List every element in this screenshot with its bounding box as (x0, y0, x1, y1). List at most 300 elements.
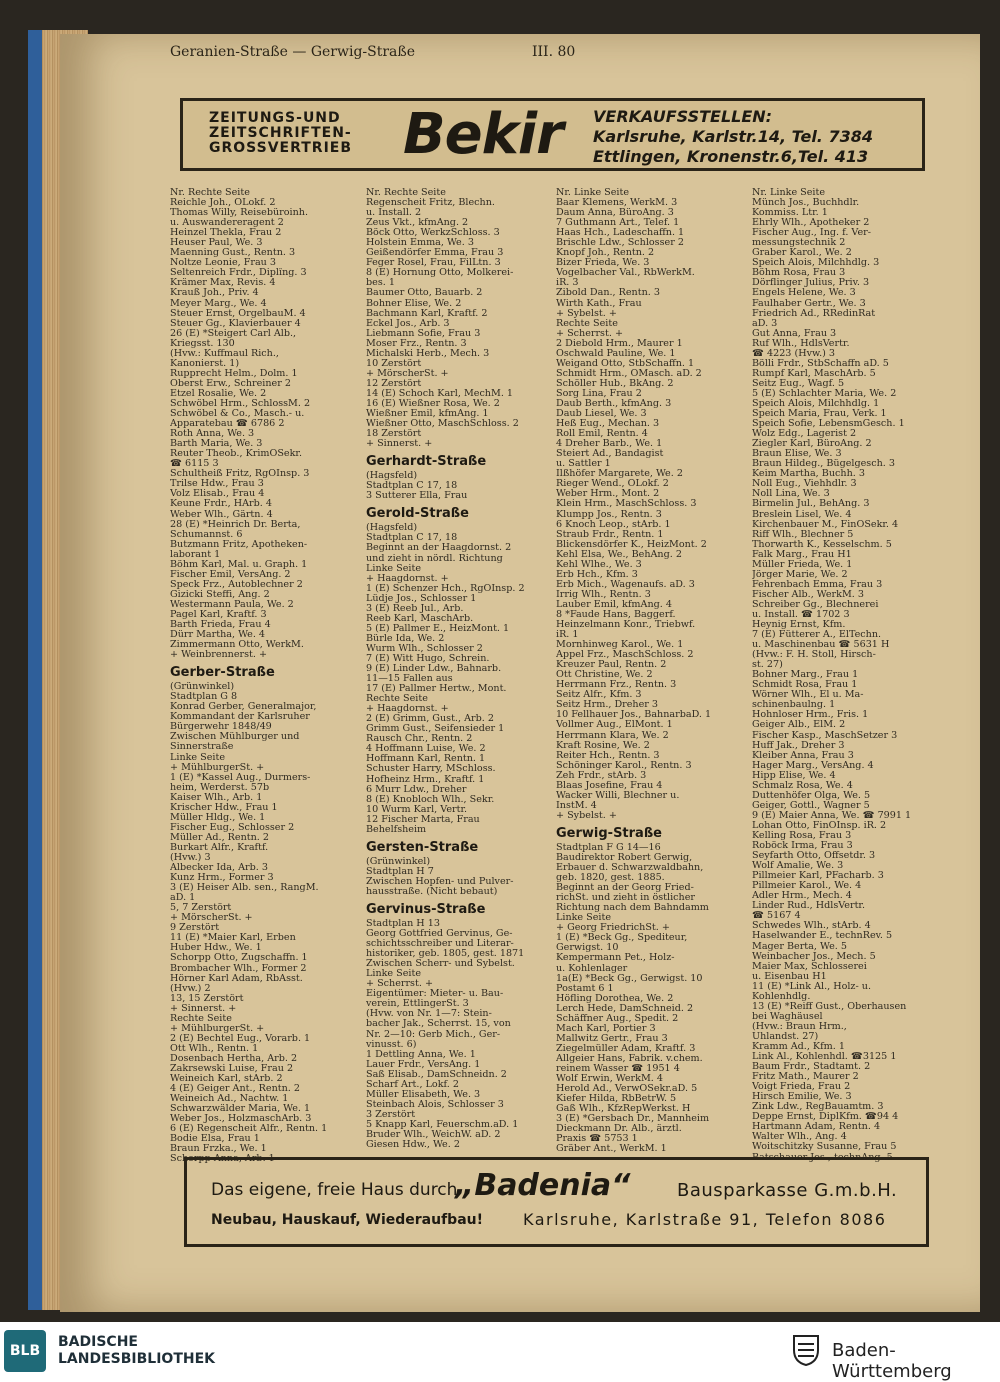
directory-line: Uhlandst. 27) (752, 1031, 819, 1042)
directory-line: Birmelin Jul., BehAng. 3 (752, 499, 870, 510)
directory-line: + Weinbrennerst. + (170, 650, 268, 661)
directory-line: Vogelbacher Val., RbWerkM. (556, 268, 695, 279)
directory-line: + Scherrst. + (366, 979, 433, 990)
directory-line: 4 (E) Geiger Ant., Rentn. 2 (170, 1084, 300, 1095)
directory-line: Seltenreich Frdr., Diplîng. 3 (170, 268, 307, 279)
directory-line: Reuter Theob., KrimOSekr. (170, 449, 302, 460)
directory-line: Moser Frz., Rentn. 3 (366, 338, 467, 349)
directory-line: Heß Eug., Mechan. 3 (556, 419, 660, 430)
directory-line: Allgeier Hans, Fabrik. v.chem. (556, 1053, 703, 1064)
blb-logo[interactable]: BLB (4, 1330, 46, 1372)
directory-line: + Sybelst. + (556, 810, 617, 821)
bekir-advertisement (180, 98, 925, 171)
directory-line: richSt. und zieht in östlicher (556, 893, 695, 904)
header-street-range: Geranien-Straße — Gerwig-Straße (170, 44, 416, 60)
directory-line: Zwischen Mühlburger und (170, 732, 300, 743)
directory-line: Ziegler Karl, BüroAng. 2 (752, 439, 872, 450)
street-heading: Gerwig-Straße (556, 825, 662, 841)
directory-line: Keim Martha, Buchh. 3 (752, 469, 865, 480)
directory-line: Hofheinz Hrm., Kraftf. 1 (366, 774, 485, 785)
directory-line: Fischer Kasp., MaschSetzer 3 (752, 730, 898, 741)
directory-line: Bölli Frdr., StbSchaffn aD. 5 (752, 358, 889, 369)
directory-line: 10 Zerstört (366, 358, 422, 369)
directory-line: Jörger Marie, We. 2 (752, 569, 848, 580)
directory-line: Roböck Irma, Frau 3 (752, 841, 853, 852)
directory-line: 2 (E) Grimm, Gust., Arb. 2 (366, 714, 494, 725)
directory-line: Hohnloser Hrm., Fris. 1 (752, 710, 869, 721)
directory-line: Engels Helene, We. 3 (752, 288, 856, 299)
directory-line: Dürr Martha, We. 4 (170, 630, 266, 641)
directory-line: u. Install. ☎ 1702 3 (752, 609, 850, 620)
directory-line: Georg Gottfried Gervinus, Ge- (366, 929, 513, 940)
directory-line: Müller Elisabeth, We. 3 (366, 1089, 481, 1100)
street-heading: Gersten-Straße (366, 839, 479, 855)
directory-line: 17 (E) Pallmer Hertw., Mont. (366, 684, 507, 695)
directory-line: Kraft Rosine, We. 2 (556, 740, 650, 751)
directory-line: + Haagdornst. + (366, 573, 449, 584)
directory-line: Butzmann Fritz, Apotheken- (170, 539, 308, 550)
directory-line: + Haagdornst. + (366, 704, 449, 715)
directory-line: Hager Marg., VersAng. 4 (752, 760, 874, 771)
ad-bekir-service (209, 111, 352, 156)
directory-line: Nr. Linke Seite (556, 188, 630, 198)
directory-line: Noltze Leonie, Frau 3 (170, 258, 277, 269)
directory-line: Thomas Willy, Reisebüroinh. (170, 208, 309, 219)
directory-line: Ilßhöfer Margarete, We. 2 (556, 469, 683, 480)
directory-line: Brischle Ldw., Schlosser 2 (556, 238, 684, 249)
directory-line: Holstein Emma, We. 3 (366, 238, 474, 249)
directory-line: Wacker Willi, Blechner u. (556, 790, 680, 801)
directory-line: Pagel Karl, Kraftf. 3 (170, 609, 267, 620)
directory-line: Braun Elise, We. 3 (752, 449, 842, 460)
directory-line: Heinzelmann Konr., Triebwf. (556, 620, 696, 631)
street-heading: Gerold-Straße (366, 506, 469, 522)
directory-line: Schorpp Otto, Zugschaffn. 1 (170, 953, 308, 964)
ad-line: Karlsruhe, Karlstr.14, Tel. 7384 (593, 127, 873, 146)
directory-line: 7 (E) Witt Hugo, Schrein. (366, 653, 490, 664)
directory-line: Schwarzwälder Maria, We. 1 (170, 1104, 311, 1115)
directory-line: Bürgerwehr 1848/49 (170, 722, 272, 733)
directory-line: Wießner Otto, MaschSchloss. 2 (366, 419, 519, 430)
directory-line: 3 (E) *Gersbach Dr., Mannheim (556, 1114, 710, 1125)
directory-line: Noll Eug., Viehhdlr. 3 (752, 479, 857, 490)
directory-line: + MühlburgerSt. + (170, 762, 265, 773)
directory-line: Seitz Eug., Wagf. 5 (752, 378, 845, 389)
directory-line: Burkart Alfr., Kraftf. (170, 842, 269, 853)
directory-line: (Hvw.) 2 (170, 983, 211, 994)
directory-line: Kaiser Wlh., Arb. 1 (170, 792, 263, 803)
directory-line: 28 (E) *Heinrich Dr. Berta, (170, 519, 301, 530)
directory-line: Batschauer Jos., technAng. 5 (752, 1152, 893, 1163)
directory-line: 14 (E) Schoch Karl, MechM. 1 (366, 388, 514, 399)
directory-line: 3 (E) Heiser Alb. sen., RangM. (170, 883, 319, 894)
directory-line: st. 27) (752, 660, 783, 671)
directory-line: Weber Wlh., Gärtn. 4 (170, 509, 273, 520)
ad-badenia-address: Karlsruhe, Karlstraße 91, Telefon 8086 (523, 1210, 887, 1229)
directory-line: ☎ 4223 (Hvw.) 3 (752, 348, 836, 359)
directory-line: u. Eisenbau H1 (752, 971, 827, 982)
directory-line: Mallwitz Gertr., Frau 3 (556, 1033, 668, 1044)
directory-line: Schmidt Rosa, Frau 1 (752, 680, 858, 691)
directory-line: Krauß Joh., Priv. 4 (170, 288, 259, 299)
ad-badenia-company: Bausparkasse G.m.b.H. (677, 1180, 898, 1201)
ad-badenia-brand: „Badenia“ (455, 1168, 631, 1203)
directory-line: 8 *Faude Hans, Baggerf. (556, 609, 676, 620)
directory-line: Stadtplan G 8 (170, 692, 238, 703)
directory-line: Kirchenbauer M., FinOSekr. 4 (752, 519, 899, 530)
directory-line: Schmidt Hrm., OMasch. aD. 2 (556, 368, 702, 379)
directory-line: 1 (E) Schenzer Hch., RgOInsp. 2 (366, 583, 525, 594)
directory-line: Irrig Wlh., Rentn. 3 (556, 589, 651, 600)
directory-line: 5 Knapp Karl, Feuerschm.aD. 1 (366, 1119, 519, 1130)
directory-line: 16 (E) Wießner Rosa, We. 2 (366, 398, 500, 409)
directory-line: 26 (E) *Steigert Carl Alb., (170, 328, 297, 339)
directory-line: 2 (E) Bechtel Eug., Vorarb. 1 (170, 1033, 311, 1044)
directory-line: 11 (E) *Maier Karl, Erben (170, 933, 296, 944)
footer-bar (0, 1322, 1000, 1380)
directory-line: Speich Sofie, LebensmGesch. 1 (752, 419, 905, 430)
street-heading: Gerhardt-Straße (366, 454, 487, 470)
directory-line: Trilse Hdw., Frau 3 (170, 479, 264, 490)
directory-line: Zeus Vkt., kfmAng. 2 (366, 218, 469, 229)
ad-line: VERKAUFSSTELLEN: (593, 107, 773, 126)
directory-line: 3 (E) Reeb Jul., Arb. (366, 603, 464, 614)
directory-line: Wolz Edg., Lagerist 2 (752, 429, 857, 440)
directory-line: iR. 3 (556, 278, 579, 289)
directory-line: Bizer Frieda, We. 3 (556, 258, 650, 269)
directory-line: Nr. Linke Seite (752, 188, 826, 198)
directory-line: Kohlenhdlg. (752, 991, 811, 1002)
directory-line: + MörscherSt. + (170, 913, 253, 924)
directory-line: 11 (E) *Link Al., Holz- u. (752, 981, 872, 992)
directory-line: Rausch Chr., Rentn. 2 (366, 734, 473, 745)
directory-line: + Sybelst. + (556, 308, 617, 319)
directory-line: Weinbacher Jos., Mech. 5 (752, 951, 876, 962)
directory-line: Hipp Elise, We. 4 (752, 770, 836, 781)
directory-column-1 (170, 188, 355, 1164)
directory-line: Faulhaber Gertr., We. 3 (752, 298, 866, 309)
directory-line: Kehl Elsa, We., BehAng. 2 (556, 549, 682, 560)
directory-line: Rechte Seite (170, 1013, 232, 1024)
directory-line: Link Al., Kohlenhdl. ☎3125 1 (752, 1052, 897, 1063)
directory-line: Wirth Kath., Frau (556, 298, 642, 309)
directory-line: Deppe Ernst, DiplKfm. ☎94 4 (752, 1112, 899, 1123)
directory-line: 3 Zerstört (366, 1109, 416, 1120)
directory-line: verein, EttlingerSt. 3 (366, 999, 469, 1010)
directory-line: Ott Christine, We. 2 (556, 670, 653, 681)
directory-line: Adler Hrm., Mech. 4 (752, 891, 852, 902)
directory-line: Bachmann Karl, Kraftf. 2 (366, 308, 488, 319)
directory-line: Seitz Alfr., Kfm. 3 (556, 690, 642, 701)
directory-line: Nr. Rechte Seite (170, 188, 250, 198)
directory-line: Zwischen Hopfen- und Pulver- (366, 876, 514, 887)
directory-line: Beginnt an der Georg Fried- (556, 883, 694, 894)
directory-line: Brombacher Wlh., Former 2 (170, 963, 307, 974)
directory-line: (Hagsfeld) (366, 523, 418, 534)
directory-line: Müller Frieda, We. 1 (752, 559, 853, 570)
directory-line: 2 Diebold Hrm., Maurer 1 (556, 338, 683, 349)
directory-line: + Sinnerst. + (170, 1003, 237, 1014)
directory-line: Steuer Ernst, OrgelbauM. 4 (170, 308, 306, 319)
directory-line: Blickensdörfer K., HeizMont. 2 (556, 539, 707, 550)
directory-line: Zwischen Scherr- und Sybelst. (366, 959, 515, 970)
directory-line: + MörscherSt. + (366, 368, 449, 379)
directory-line: + Georg FriedrichSt. + (556, 923, 670, 934)
directory-line: Weineich Karl, stArb. 2 (170, 1074, 283, 1085)
directory-line: Stadtplan C 17, 18 (366, 481, 458, 492)
directory-line: Hartmann Adam, Rentn. 4 (752, 1122, 881, 1133)
directory-line: 1 (E) *Kassel Aug., Durmers- (170, 772, 311, 783)
directory-line: Lauer Frdr., VersAng. 1 (366, 1059, 481, 1070)
directory-line: u. Maschinenbau ☎ 5631 H (752, 640, 890, 651)
directory-line: Kunz Hrm., Former 3 (170, 873, 274, 884)
directory-line: Kreuzer Paul, Rentn. 2 (556, 660, 667, 671)
directory-line: Wießner Emil, kfmAng. 1 (366, 409, 489, 420)
directory-line: Linke Seite (556, 913, 612, 924)
directory-line: Böhm Karl, Mal. u. Graph. 1 (170, 559, 308, 570)
directory-line: Reeb Karl, MaschArb. (366, 613, 474, 624)
directory-line: messungstechnik 2 (752, 238, 846, 249)
directory-line: laborant 1 (170, 549, 221, 560)
directory-line: Ziegelmüller Adam, Kraftf. 3 (556, 1043, 696, 1054)
directory-column-3 (556, 188, 738, 1154)
directory-line: Seitz Hrm., Dreher 3 (556, 700, 659, 711)
directory-line: Ehrly Wlh., Apotheker 2 (752, 218, 870, 229)
directory-line: Schwöbel Hrm., SchlossM. 2 (170, 398, 311, 409)
directory-line: Schreiber Gg., Blechnerei (752, 599, 879, 610)
directory-line: Heinzel Thekla, Frau 2 (170, 228, 282, 239)
directory-line: Fehrenbach Emma, Frau 3 (752, 579, 883, 590)
coat-of-arms-icon (792, 1334, 820, 1366)
directory-line: iR. 1 (556, 630, 579, 641)
directory-line: und zieht in nördl. Richtung (366, 553, 503, 564)
directory-line: Schorpp Anna, Arb. 1 (170, 1154, 275, 1165)
directory-line: u. Kohlenlager (556, 963, 628, 974)
ad-line: Ettlingen, Kronenstr.6,Tel. 413 (593, 147, 869, 166)
directory-line: Bodie Elsa, Frau 1 (170, 1134, 260, 1145)
directory-line: Zimmermann Otto, WerkM. (170, 640, 304, 651)
directory-line: Blaas Josefine, Frau 4 (556, 780, 663, 791)
directory-line: 7 Guthmann Art., Telef. 1 (556, 218, 680, 229)
directory-line: Linke Seite (366, 563, 422, 574)
directory-line: Heynig Ernst, Kfm. (752, 620, 846, 631)
directory-line: 11—15 Fallen aus (366, 674, 453, 685)
directory-line: ☎ 6115 3 (170, 459, 219, 470)
directory-line: Etzel Rosalie, We. 2 (170, 388, 267, 399)
directory-line: Speich Alois, Milchhdlg. 3 (752, 258, 880, 269)
directory-line: bei Waghäusel (752, 1011, 823, 1022)
directory-line: Regenscheit Fritz, Blechn. (366, 198, 495, 209)
directory-line: u. Install. 2 (366, 208, 422, 219)
directory-line: 1 Dettling Anna, We. 1 (366, 1049, 476, 1060)
directory-line: heim, Werderst. 57b (170, 782, 270, 793)
directory-line: Lüdje Jos., Schlosser 1 (366, 593, 477, 604)
directory-line: 8 (E) Hornung Otto, Molkerei- (366, 268, 514, 279)
library-name-line: LANDESBIBLIOTHEK (58, 1351, 216, 1367)
directory-line: (Hvw.: Kuffmaul Rich., (170, 348, 279, 359)
directory-line: Hirsch Emilie, We. 3 (752, 1092, 852, 1103)
library-name (58, 1334, 215, 1368)
directory-line: Rechte Seite (556, 318, 618, 329)
directory-line: Rechte Seite (366, 694, 428, 705)
directory-line: Wörner Wlh., El u. Ma- (752, 690, 864, 701)
directory-line: Rieger Wend., OLokf. 2 (556, 479, 669, 490)
directory-line: Baar Klemens, WerkM. 3 (556, 198, 678, 209)
directory-line: Giesen Hdw., We. 2 (366, 1140, 460, 1151)
directory-line: vinusst. 6) (366, 1039, 417, 1050)
directory-line: Steinbach Alois, Schlosser 3 (366, 1099, 504, 1110)
directory-line: (Hvw.: Braun Hrm., (752, 1021, 847, 1032)
directory-line: Rumpf Karl, MaschArb. 5 (752, 368, 876, 379)
street-heading: Gerber-Straße (170, 665, 275, 681)
directory-line: 8 (E) Knobloch Wlh., Sekr. (366, 794, 495, 805)
directory-line: Steiert Ad., Bandagist (556, 449, 664, 460)
directory-line: Heuser Paul, We. 3 (170, 238, 263, 249)
directory-line: aD. 1 (170, 893, 196, 904)
directory-line: Westermann Paula, We. 2 (170, 599, 294, 610)
directory-line: Kehl Wlhe., We. 3 (556, 559, 642, 570)
directory-line: Huff Jak., Dreher 3 (752, 740, 845, 751)
directory-line: Duttenhöfer Olga, We. 5 (752, 790, 871, 801)
directory-line: Konrad Gerber, Generalmajor, (170, 702, 317, 713)
directory-line: Maier Max, Schlosserei (752, 961, 867, 972)
directory-line: Schwöbel & Co., Masch.- u. (170, 409, 305, 420)
directory-line: bes. 1 (366, 278, 395, 289)
directory-line: Voigt Frieda, Frau 2 (752, 1082, 851, 1093)
directory-line: Weineich Ad., Nachtw. 1 (170, 1094, 289, 1105)
directory-line: Graber Karol., We. 2 (752, 248, 852, 259)
directory-line: Wolf Erwin, WerkM. 4 (556, 1074, 663, 1085)
directory-line: Bruder Wlh., WeichW. aD. 2 (366, 1129, 501, 1140)
directory-line: Baudirektor Robert Gerwig, (556, 853, 693, 863)
directory-line: 5 (E) Schlachter Maria, We. 2 (752, 388, 897, 399)
directory-line: Gizicki Steffi, Ang. 2 (170, 589, 270, 600)
directory-line: Roll Emil, Rentn. 4 (556, 429, 648, 440)
directory-line: Schäffner Aug., Spedit. 2 (556, 1013, 679, 1024)
directory-line: schinenbaulng. 1 (752, 700, 836, 711)
directory-line: Stadtplan F G 14—16 (556, 842, 661, 853)
directory-line: Feger Rosel, Frau, FilLtn. 3 (366, 258, 501, 269)
directory-line: Reichle Joh., OLokf. 2 (170, 198, 276, 209)
directory-line: 9 Zerstört (170, 923, 220, 934)
directory-line: Hoffmann Karl, Rentn. 1 (366, 754, 486, 765)
directory-line: Erb Hch., Kfm. 3 (556, 569, 638, 580)
directory-line: Fischer Emil, VersAng. 2 (170, 569, 291, 580)
directory-line: Braun Hildeg., Bügelgesch. 3 (752, 459, 895, 470)
directory-column-4 (752, 188, 938, 1163)
directory-line: 6 Murr Ldw., Dreher (366, 784, 467, 795)
directory-line: u. Auswandereragent 2 (170, 218, 284, 229)
directory-line: Albecker Ida, Arb. 3 (170, 863, 268, 874)
directory-line: Straub Frdr., Rentn. 1 (556, 529, 664, 540)
directory-line: Oberst Erw., Schreiner 2 (170, 378, 291, 389)
directory-line: Schumannst. 6 (170, 529, 243, 540)
badenia-advertisement (184, 1157, 929, 1247)
directory-line: Geiger, Gottl., Wagner 5 (752, 800, 870, 811)
directory-line: Stadtplan C 17, 18 (366, 533, 458, 544)
directory-line: Fritz Math., Maurer 2 (752, 1072, 859, 1083)
street-heading: Gervinus-Straße (366, 902, 486, 917)
directory-line: 12 Zerstört (366, 378, 422, 389)
directory-line: Kleiber Anna, Frau 3 (752, 750, 854, 761)
directory-line: (Hvw.) 3 (170, 853, 211, 863)
directory-line: Ruf Wlh., HdlsVertr. (752, 338, 850, 349)
directory-line: Schuster Harry, MSchloss. (366, 764, 496, 775)
directory-line: 10 Fellhauer Jos., BahnarbaD. 1 (556, 710, 712, 721)
directory-line: Krischer Hdw., Frau 1 (170, 802, 278, 813)
directory-line: Böck Otto, WerkzSchloss. 3 (366, 228, 500, 239)
directory-line: Pillmeier Karl, PFacharb. 3 (752, 871, 884, 882)
directory-line: InstM. 4 (556, 800, 597, 811)
directory-line: Haas Hch., Ladeschaffn. 1 (556, 228, 685, 239)
directory-line: 7 (E) Fütterer A., ElTechn. (752, 630, 882, 641)
directory-line: Dieckmann Dr. Alb., ärztl. (556, 1124, 682, 1135)
directory-line: Michalski Herb., Mech. 3 (366, 348, 490, 359)
directory-line: 13, 15 Zerstört (170, 993, 244, 1004)
directory-line: Erb Mich., Wagenaufs. aD. 3 (556, 579, 695, 590)
directory-line: Schwedes Wlh., stArb. 4 (752, 921, 871, 932)
directory-line: Maenning Gust., Rentn. 3 (170, 248, 296, 259)
directory-line: Roth Anna, We. 3 (170, 429, 255, 440)
directory-line: Vollmer Aug., ElMont. 1 (556, 720, 673, 731)
directory-line: Barth Maria, We. 3 (170, 439, 263, 450)
directory-line: Appel Frz., MaschSchloss. 2 (556, 650, 694, 661)
directory-line: Bohner Marg., Frau 1 (752, 670, 859, 681)
directory-line: (Grünwinkel) (366, 856, 431, 867)
directory-line: Daum Anna, BüroAng. 3 (556, 208, 674, 219)
directory-line: Dosenbach Hertha, Arb. 2 (170, 1053, 298, 1064)
directory-line: Richtung nach dem Bahndamm (556, 903, 709, 914)
directory-line: Schmalz Rosa, We. 4 (752, 780, 853, 791)
directory-line: Falk Marg., Frau H1 (752, 549, 852, 560)
directory-line: Stadtplan H 13 (366, 919, 440, 929)
directory-line: Huber Hdw., We. 1 (170, 943, 262, 954)
directory-line: Zibold Dan., Rentn. 3 (556, 288, 660, 299)
directory-line: Herold Ad., VerwOSekr.aD. 5 (556, 1084, 698, 1095)
directory-line: 1a(E) *Beck Gg., Gerwigst. 10 (556, 973, 703, 984)
directory-line: Lauber Emil, kfmAng. 4 (556, 599, 672, 610)
header-page-number: III. 80 (532, 44, 576, 60)
directory-line: Zakrsewski Luise, Frau 2 (170, 1063, 294, 1074)
directory-line: Weigand Otto, StbSchaffn. 1 (556, 358, 695, 369)
directory-line: Liebmann Sofie, Frau 3 (366, 328, 481, 339)
directory-line: Fischer Aug., Ing. f. Ver- (752, 228, 871, 239)
directory-line: Böhm Rosa, Frau 3 (752, 268, 846, 279)
directory-line: Wurm Wlh., Schlosser 2 (366, 643, 483, 654)
directory-line: Schultheiß Fritz, RgOInsp. 3 (170, 469, 310, 480)
directory-line: Barth Frieda, Frau 4 (170, 620, 271, 631)
directory-line: Münch Jos., Buchhdlr. (752, 198, 860, 209)
directory-line: 9 (E) Linder Ldw., Bahnarb. (366, 664, 502, 675)
directory-line: Hörner Karl Adam, RbAsst. (170, 973, 303, 984)
directory-line: Klein Hrm., MaschSchloss. 3 (556, 499, 697, 510)
directory-line: u. Sattler 1 (556, 459, 611, 470)
directory-line: ☎ 5167 4 (752, 911, 801, 922)
directory-line: Praxis ☎ 5753 1 (556, 1134, 638, 1145)
directory-line: Baum Frdr., Stadtamt. 2 (752, 1062, 871, 1073)
directory-line: Mornhinweg Karol., We. 1 (556, 640, 684, 651)
directory-line: Bürle Ida, We. 2 (366, 633, 445, 644)
directory-line: 13 (E) *Reiff Gust., Oberhausen (752, 1001, 907, 1012)
directory-line: Meyer Marg., We. 4 (170, 298, 267, 309)
directory-line: (Hagsfeld) (366, 471, 418, 482)
directory-line: Rupprecht Helm., Dolm. 1 (170, 368, 298, 379)
directory-line: Bohner Elise, We. 2 (366, 298, 462, 309)
directory-line: + Scherrst. + (556, 328, 623, 339)
state-name: Baden-Württemberg (832, 1340, 952, 1382)
directory-line: 9 (E) Maier Anna, We. ☎ 7991 1 (752, 810, 912, 821)
directory-line: Gaß Wlh., KfzRepWerkst. H (556, 1104, 691, 1115)
